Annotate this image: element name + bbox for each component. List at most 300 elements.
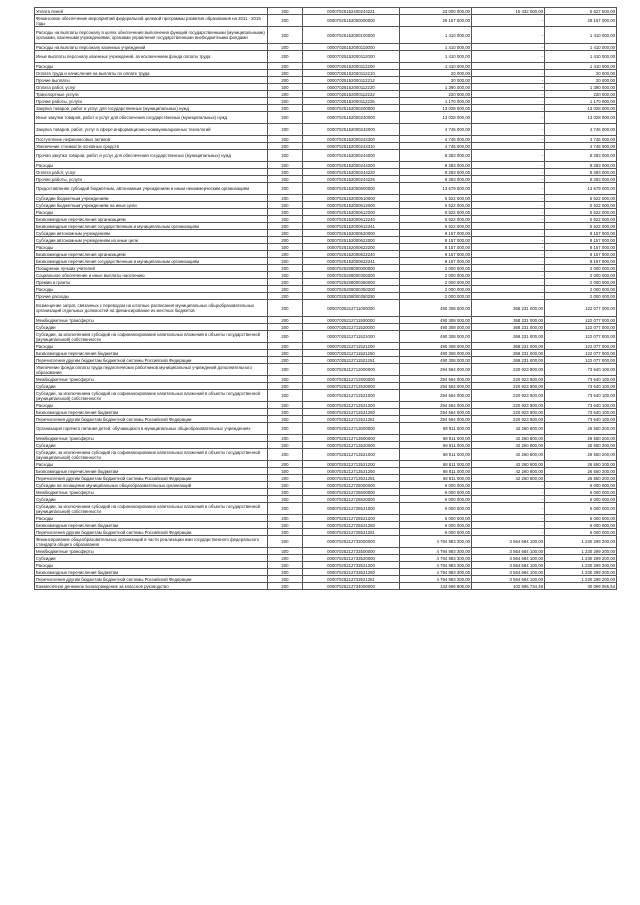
row-approved-cell: 6 000 000,00 (400, 529, 472, 536)
row-executed-cell: 3 564 684 100,00 (472, 536, 545, 548)
table-row (35, 162, 617, 169)
row-approved-cell: 5 522 000,00 (400, 209, 472, 216)
table-row (35, 583, 617, 590)
table-row (35, 143, 617, 150)
row-executed-cell: - (472, 183, 545, 195)
row-unexecuted-cell: 122 077 000,00 (545, 331, 617, 343)
table-row (35, 324, 617, 331)
row-code-cell: 200 (268, 402, 303, 409)
row-approved-cell: 5 522 000,00 (400, 216, 472, 223)
row-executed-cell: 220 923 900,00 (472, 383, 545, 390)
row-code-cell: 200 (268, 98, 303, 105)
row-approved-cell: 68 811 000,00 (400, 449, 472, 461)
row-executed-cell: - (472, 143, 545, 150)
table-row (35, 183, 617, 195)
row-unexecuted-cell: 28 157 000,00 (545, 15, 617, 27)
row-kbk-cell: 00007025212733000000 (303, 536, 400, 548)
row-unexecuted-cell: 20 000,00 (545, 70, 617, 77)
row-executed-cell: - (472, 195, 545, 202)
table-row (35, 286, 617, 293)
row-kbk-cell: 00007025152000610000 (303, 195, 400, 202)
row-unexecuted-cell: 26 550 200,00 (545, 435, 617, 442)
row-executed-cell: - (472, 293, 545, 300)
row-executed-cell: 368 231 000,00 (472, 317, 545, 324)
row-name-cell: Субсидии (35, 555, 268, 562)
row-approved-cell: 294 564 000,00 (400, 409, 472, 416)
row-unexecuted-cell: 1 230 299 200,00 (545, 555, 617, 562)
row-approved-cell: 490 308 000,00 (400, 331, 472, 343)
row-unexecuted-cell: 73 640 100,00 (545, 390, 617, 402)
row-executed-cell: 220 923 900,00 (472, 390, 545, 402)
row-code-cell: 200 (268, 237, 303, 244)
table-row (35, 423, 617, 435)
row-unexecuted-cell: 30 099 065,54 (545, 583, 617, 590)
row-kbk-cell: 00007025152000112200 (303, 63, 400, 70)
row-approved-cell: 294 564 000,00 (400, 416, 472, 423)
row-name-cell: Перечисления другим бюджетам бюджетной системы Российской Федерации (35, 576, 268, 583)
row-name-cell: Субсидии бюджетным учреждениям (35, 195, 268, 202)
row-approved-cell: 8 157 000,00 (400, 251, 472, 258)
row-kbk-cell: 00007025152000622241 (303, 258, 400, 265)
row-unexecuted-cell: 5 522 000,00 (545, 195, 617, 202)
row-kbk-cell: 00007025212712521250 (303, 409, 400, 416)
row-approved-cell: 2 000 000,00 (400, 293, 472, 300)
row-code-cell: 200 (268, 169, 303, 176)
row-approved-cell: 68 811 000,00 (400, 435, 472, 442)
row-approved-cell: 294 564 000,00 (400, 364, 472, 376)
row-executed-cell: - (472, 244, 545, 251)
row-code-cell: 200 (268, 51, 303, 63)
row-approved-cell: 294 564 000,00 (400, 383, 472, 390)
row-kbk-cell: 00007025152000112220 (303, 84, 400, 91)
row-name-cell: Межбюджетные трансферты (35, 548, 268, 555)
row-code-cell: 200 (268, 195, 303, 202)
budget-execution-table (34, 7, 617, 590)
row-executed-cell: 368 231 000,00 (472, 357, 545, 364)
row-code-cell: 200 (268, 216, 303, 223)
row-unexecuted-cell: 8 157 000,00 (545, 230, 617, 237)
table-row (35, 416, 617, 423)
row-unexecuted-cell: 6 000 000,00 (545, 529, 617, 536)
row-kbk-cell: 00007025152000612240 (303, 216, 400, 223)
row-executed-cell: 42 260 800,00 (472, 468, 545, 475)
row-name-cell: Субсидии, за исключением субсидий на софинансирование капитальных вложений в объекты государственной (муниципальной) собственности (35, 449, 268, 461)
row-executed-cell: - (472, 112, 545, 124)
row-executed-cell: 42 260 800,00 (472, 461, 545, 468)
row-name-cell: Субсидии (35, 442, 268, 449)
row-code-cell: 200 (268, 496, 303, 503)
table-row (35, 150, 617, 162)
row-kbk-cell: 00007025152000112000 (303, 51, 400, 63)
row-approved-cell: 68 811 000,00 (400, 461, 472, 468)
row-executed-cell: - (472, 91, 545, 98)
row-approved-cell: 2 000 000,00 (400, 265, 472, 272)
row-unexecuted-cell: 5 522 000,00 (545, 209, 617, 216)
row-unexecuted-cell: 1 170 000,00 (545, 98, 617, 105)
row-executed-cell: - (472, 176, 545, 183)
row-code-cell: 200 (268, 364, 303, 376)
row-kbk-cell: 00007025212711000000 (303, 300, 400, 317)
row-name-cell: Транспортные услуги (35, 91, 268, 98)
row-name-cell: Финансовое обеспечение мероприятий федеральной целевой программы развития образования на 2011 - 2015 годы (35, 15, 268, 27)
row-approved-cell: 1 410 000,00 (400, 51, 472, 63)
row-unexecuted-cell: 6 000 000,00 (545, 482, 617, 489)
row-executed-cell: 42 260 800,00 (472, 435, 545, 442)
row-kbk-cell: 00007025208000300000 (303, 272, 400, 279)
row-kbk-cell: 00007025212725521000 (303, 503, 400, 515)
row-name-cell: Иные выплаты персоналу казенных учреждений, за исключением фонда оплаты труда (35, 51, 268, 63)
row-kbk-cell: 00007025152000242310 (303, 143, 400, 150)
row-name-cell: Перечисления другим бюджетам бюджетной системы Российской Федерации (35, 357, 268, 364)
row-unexecuted-cell: 8 157 000,00 (545, 251, 617, 258)
row-code-cell: 200 (268, 562, 303, 569)
row-unexecuted-cell: 6 000 000,00 (545, 522, 617, 529)
row-executed-cell: - (472, 279, 545, 286)
row-unexecuted-cell: 2 000 000,00 (545, 286, 617, 293)
row-kbk-cell: 00007025152000000000 (303, 15, 400, 27)
row-approved-cell: 8 157 000,00 (400, 258, 472, 265)
row-executed-cell: - (472, 77, 545, 84)
row-unexecuted-cell: 6 000 000,00 (545, 515, 617, 522)
table-row (35, 317, 617, 324)
row-name-cell: Безвозмездные перечисления государственным и муниципальным организациям (35, 223, 268, 230)
row-executed-cell: 15 432 000,00 (472, 8, 545, 15)
row-name-cell: Перечисления другим бюджетам бюджетной системы Российской Федерации (35, 529, 268, 536)
row-unexecuted-cell: 122 077 000,00 (545, 324, 617, 331)
row-kbk-cell: 00007025212711521251 (303, 357, 400, 364)
row-kbk-cell: 00007025152000600000 (303, 183, 400, 195)
row-approved-cell: 294 564 000,00 (400, 390, 472, 402)
row-executed-cell: 220 923 900,00 (472, 416, 545, 423)
row-approved-cell: 4 794 983 300,00 (400, 576, 472, 583)
row-name-cell: Предоставление субсидий бюджетным, автономным учреждениям и иным некоммерческим организациям (35, 183, 268, 195)
row-kbk-cell: 00007025152400244221 (303, 8, 400, 15)
table-row (35, 112, 617, 124)
table-row (35, 489, 617, 496)
row-name-cell: Прочая закупка товаров, работ и услуг для обеспечения государственных (муниципальных) нужд (35, 150, 268, 162)
row-name-cell: Расходы (35, 63, 268, 70)
row-approved-cell: 294 564 000,00 (400, 402, 472, 409)
row-approved-cell: 1 410 000,00 (400, 27, 472, 44)
row-approved-cell: 1 410 000,00 (400, 44, 472, 51)
row-code-cell: 200 (268, 202, 303, 209)
row-approved-cell: 4 794 983 300,00 (400, 569, 472, 576)
row-unexecuted-cell: 26 550 200,00 (545, 423, 617, 435)
table-row (35, 124, 617, 136)
row-unexecuted-cell: 122 077 000,00 (545, 300, 617, 317)
row-executed-cell: - (472, 136, 545, 143)
table-row (35, 77, 617, 84)
table-row (35, 15, 617, 27)
table-row (35, 293, 617, 300)
table-row (35, 136, 617, 143)
row-code-cell: 200 (268, 223, 303, 230)
row-code-cell: 200 (268, 162, 303, 169)
row-name-cell: Субсидии, за исключением субсидий на софинансирование капитальных вложений в объекты государственной (муниципальной) собственности (35, 503, 268, 515)
row-approved-cell: 490 308 000,00 (400, 357, 472, 364)
row-executed-cell: - (472, 162, 545, 169)
row-name-cell: Расходы (35, 515, 268, 522)
row-kbk-cell: 00007025212711521200 (303, 343, 400, 350)
row-approved-cell: 6 000 000,00 (400, 515, 472, 522)
row-approved-cell: 6 000 000,00 (400, 489, 472, 496)
row-unexecuted-cell: 1 410 000,00 (545, 44, 617, 51)
row-kbk-cell: 00007025152000112222 (303, 91, 400, 98)
row-executed-cell: 3 564 684 100,00 (472, 555, 545, 562)
row-executed-cell: - (472, 489, 545, 496)
row-executed-cell: - (472, 529, 545, 536)
table-row (35, 376, 617, 383)
row-code-cell: 200 (268, 548, 303, 555)
row-executed-cell: 368 231 000,00 (472, 343, 545, 350)
table-row (35, 216, 617, 223)
row-unexecuted-cell: 2 000 000,00 (545, 265, 617, 272)
table-row (35, 176, 617, 183)
row-kbk-cell: 00007025208000350000 (303, 279, 400, 286)
row-executed-cell: - (472, 27, 545, 44)
row-kbk-cell: 00007025212725520000 (303, 496, 400, 503)
row-kbk-cell: 00007025152000240000 (303, 112, 400, 124)
row-name-cell: Прочие расходы (35, 293, 268, 300)
row-name-cell: Поощрение лучших учителей (35, 265, 268, 272)
row-approved-cell: 490 308 000,00 (400, 317, 472, 324)
row-code-cell: 200 (268, 265, 303, 272)
row-unexecuted-cell: 5 627 500,00 (545, 8, 617, 15)
table-row (35, 230, 617, 237)
row-unexecuted-cell: 5 522 000,00 (545, 223, 617, 230)
row-name-cell: Расходы (35, 461, 268, 468)
row-code-cell: 200 (268, 251, 303, 258)
row-approved-cell: 220 000,00 (400, 91, 472, 98)
table-row (35, 51, 617, 63)
row-unexecuted-cell: 1 410 000,00 (545, 27, 617, 44)
row-kbk-cell: 00007025212712521251 (303, 416, 400, 423)
row-name-cell: Ежемесячное денежное вознаграждение за классное руководство (35, 583, 268, 590)
row-approved-cell: 20 000,00 (400, 70, 472, 77)
row-kbk-cell: 00007025152000110000 (303, 44, 400, 51)
row-kbk-cell: 00007025208000000000 (303, 265, 400, 272)
table-row (35, 442, 617, 449)
row-approved-cell: 2 000 000,00 (400, 272, 472, 279)
row-executed-cell: - (472, 202, 545, 209)
table-row (35, 244, 617, 251)
row-kbk-cell: 00007025212712521000 (303, 390, 400, 402)
table-row (35, 105, 617, 112)
row-name-cell: Премии и гранты (35, 279, 268, 286)
row-code-cell: 200 (268, 279, 303, 286)
row-unexecuted-cell: 122 077 000,00 (545, 343, 617, 350)
row-approved-cell: 2 000 000,00 (400, 279, 472, 286)
table-row (35, 468, 617, 475)
row-executed-cell: - (472, 496, 545, 503)
row-approved-cell: 490 308 000,00 (400, 350, 472, 357)
row-unexecuted-cell: 5 522 000,00 (545, 202, 617, 209)
row-code-cell: 200 (268, 112, 303, 124)
row-kbk-cell: 00007025212725521250 (303, 522, 400, 529)
row-unexecuted-cell: 1 230 299 200,00 (545, 548, 617, 555)
row-code-cell: 200 (268, 317, 303, 324)
row-kbk-cell: 00007025152000622200 (303, 244, 400, 251)
row-approved-cell: 490 308 000,00 (400, 343, 472, 350)
row-unexecuted-cell: 8 157 000,00 (545, 258, 617, 265)
row-executed-cell: 3 564 684 100,00 (472, 562, 545, 569)
table-row (35, 482, 617, 489)
table-row (35, 461, 617, 468)
row-unexecuted-cell: 122 077 000,00 (545, 350, 617, 357)
row-executed-cell: 42 260 800,00 (472, 423, 545, 435)
row-name-cell: Безвозмездные перечисления бюджетам (35, 350, 268, 357)
row-code-cell: 200 (268, 583, 303, 590)
row-executed-cell: 220 923 900,00 (472, 376, 545, 383)
row-name-cell: Расходы (35, 209, 268, 216)
row-kbk-cell: 00007025212725500000 (303, 489, 400, 496)
row-kbk-cell: 00007025212711520000 (303, 324, 400, 331)
row-executed-cell: - (472, 482, 545, 489)
row-kbk-cell: 00007025212734000000 (303, 583, 400, 590)
row-approved-cell: 8 283 000,00 (400, 162, 472, 169)
row-approved-cell: 490 308 000,00 (400, 300, 472, 317)
row-code-cell: 200 (268, 258, 303, 265)
row-code-cell: 200 (268, 383, 303, 390)
row-name-cell: Безвозмездные перечисления бюджетам (35, 522, 268, 529)
row-kbk-cell: 00007025212733521200 (303, 562, 400, 569)
row-kbk-cell: 00007025152000612000 (303, 202, 400, 209)
table-row (35, 44, 617, 51)
row-kbk-cell: 00007025212712500000 (303, 376, 400, 383)
table-row (35, 70, 617, 77)
row-unexecuted-cell: 13 028 000,00 (545, 112, 617, 124)
row-code-cell: 200 (268, 442, 303, 449)
table-row (35, 409, 617, 416)
row-kbk-cell: 00007025152000612200 (303, 209, 400, 216)
row-unexecuted-cell: 122 077 000,00 (545, 317, 617, 324)
table-row (35, 223, 617, 230)
table-row (35, 251, 617, 258)
row-unexecuted-cell: 2 000 000,00 (545, 279, 617, 286)
row-kbk-cell: 00007025212713521250 (303, 468, 400, 475)
row-name-cell: Расходы на выплаты персоналу в целях обеспечения выполнения функций государственными (муниципальными) органами, казенными учреждениями, органами управления государственными внебюджетными фондами (35, 27, 268, 44)
row-code-cell: 200 (268, 435, 303, 442)
row-code-cell: 200 (268, 536, 303, 548)
row-name-cell: Безвозмездные перечисления бюджетам (35, 569, 268, 576)
row-code-cell: 200 (268, 475, 303, 482)
table-row (35, 343, 617, 350)
row-kbk-cell: 00007025152000112212 (303, 77, 400, 84)
row-code-cell: 200 (268, 482, 303, 489)
row-approved-cell: 4 745 000,00 (400, 136, 472, 143)
row-unexecuted-cell: 8 283 000,00 (545, 162, 617, 169)
row-approved-cell: 4 794 983 300,00 (400, 536, 472, 548)
table-row (35, 258, 617, 265)
row-unexecuted-cell: 73 640 100,00 (545, 376, 617, 383)
row-unexecuted-cell: 8 157 000,00 (545, 237, 617, 244)
row-kbk-cell: 00007025212713521251 (303, 475, 400, 482)
row-code-cell: 200 (268, 91, 303, 98)
row-name-cell: Безвозмездные перечисления государственным и муниципальным организациям (35, 258, 268, 265)
row-unexecuted-cell: 73 640 100,00 (545, 409, 617, 416)
row-name-cell: Увеличение стоимости основных средств (35, 143, 268, 150)
row-kbk-cell: 00007025152000622000 (303, 237, 400, 244)
row-approved-cell: 8 283 000,00 (400, 150, 472, 162)
row-kbk-cell: 00007025212725521200 (303, 515, 400, 522)
row-name-cell: Расходы (35, 402, 268, 409)
table-row (35, 63, 617, 70)
table-row (35, 364, 617, 376)
table-row (35, 91, 617, 98)
row-kbk-cell: 00007025212712520000 (303, 383, 400, 390)
table-row (35, 496, 617, 503)
row-code-cell: 200 (268, 449, 303, 461)
table-row (35, 84, 617, 91)
row-executed-cell: 220 923 900,00 (472, 409, 545, 416)
row-kbk-cell: 00007025212733521250 (303, 569, 400, 576)
row-approved-cell: 4 794 983 300,00 (400, 562, 472, 569)
row-unexecuted-cell: 6 000 000,00 (545, 496, 617, 503)
row-unexecuted-cell: 26 550 200,00 (545, 461, 617, 468)
table-row (35, 209, 617, 216)
row-name-cell: Расходы (35, 286, 268, 293)
row-executed-cell: - (472, 230, 545, 237)
row-executed-cell: 42 260 800,00 (472, 449, 545, 461)
row-code-cell: 200 (268, 300, 303, 317)
row-kbk-cell: 00007025212713520000 (303, 442, 400, 449)
row-executed-cell: - (472, 251, 545, 258)
row-code-cell: 200 (268, 84, 303, 91)
row-kbk-cell: 00007025212713500000 (303, 435, 400, 442)
row-kbk-cell: 00007025212713000000 (303, 423, 400, 435)
row-kbk-cell: 00007025152000244226 (303, 176, 400, 183)
row-name-cell: Организация горячего питания детей, обучающихся в муниципальных общеобразовательных учреждениях (35, 423, 268, 435)
row-executed-cell: 368 231 000,00 (472, 300, 545, 317)
row-approved-cell: 5 522 000,00 (400, 195, 472, 202)
row-approved-cell: 8 157 000,00 (400, 230, 472, 237)
row-executed-cell: - (472, 84, 545, 91)
row-approved-cell: 68 811 000,00 (400, 442, 472, 449)
row-name-cell: Субсидии бюджетным учреждениям на иные цели (35, 202, 268, 209)
row-approved-cell: 6 000 000,00 (400, 496, 472, 503)
row-kbk-cell: 00007025212711521250 (303, 350, 400, 357)
table-row (35, 265, 617, 272)
row-code-cell: 200 (268, 576, 303, 583)
row-approved-cell: 1 390 000,00 (400, 84, 472, 91)
row-name-cell: Поступление нефинансовых активов (35, 136, 268, 143)
row-code-cell: 200 (268, 136, 303, 143)
row-code-cell: 200 (268, 489, 303, 496)
row-unexecuted-cell: 1 230 299 200,00 (545, 576, 617, 583)
row-unexecuted-cell: 73 640 100,00 (545, 402, 617, 409)
row-kbk-cell: 00007025152000100000 (303, 27, 400, 44)
row-unexecuted-cell: 6 000 000,00 (545, 503, 617, 515)
row-executed-cell: - (472, 515, 545, 522)
table-row (35, 435, 617, 442)
table-body (35, 8, 617, 590)
row-executed-cell: - (472, 223, 545, 230)
row-code-cell: 200 (268, 63, 303, 70)
row-code-cell: 200 (268, 70, 303, 77)
budget-table-page (34, 7, 616, 590)
row-code-cell: 200 (268, 343, 303, 350)
row-kbk-cell: 00007025212725000000 (303, 482, 400, 489)
row-kbk-cell: 00007025152000244200 (303, 162, 400, 169)
row-code-cell: 200 (268, 27, 303, 44)
row-name-cell: Увеличение фонда оплаты труда педагогических работников муниципальных учреждений дополнительного образования (35, 364, 268, 376)
row-code-cell: 200 (268, 77, 303, 84)
row-kbk-cell: 00007025212733521251 (303, 576, 400, 583)
row-kbk-cell: 00007025208000350290 (303, 293, 400, 300)
row-unexecuted-cell: 26 550 200,00 (545, 475, 617, 482)
row-code-cell: 200 (268, 423, 303, 435)
row-approved-cell: 28 157 000,00 (400, 15, 472, 27)
